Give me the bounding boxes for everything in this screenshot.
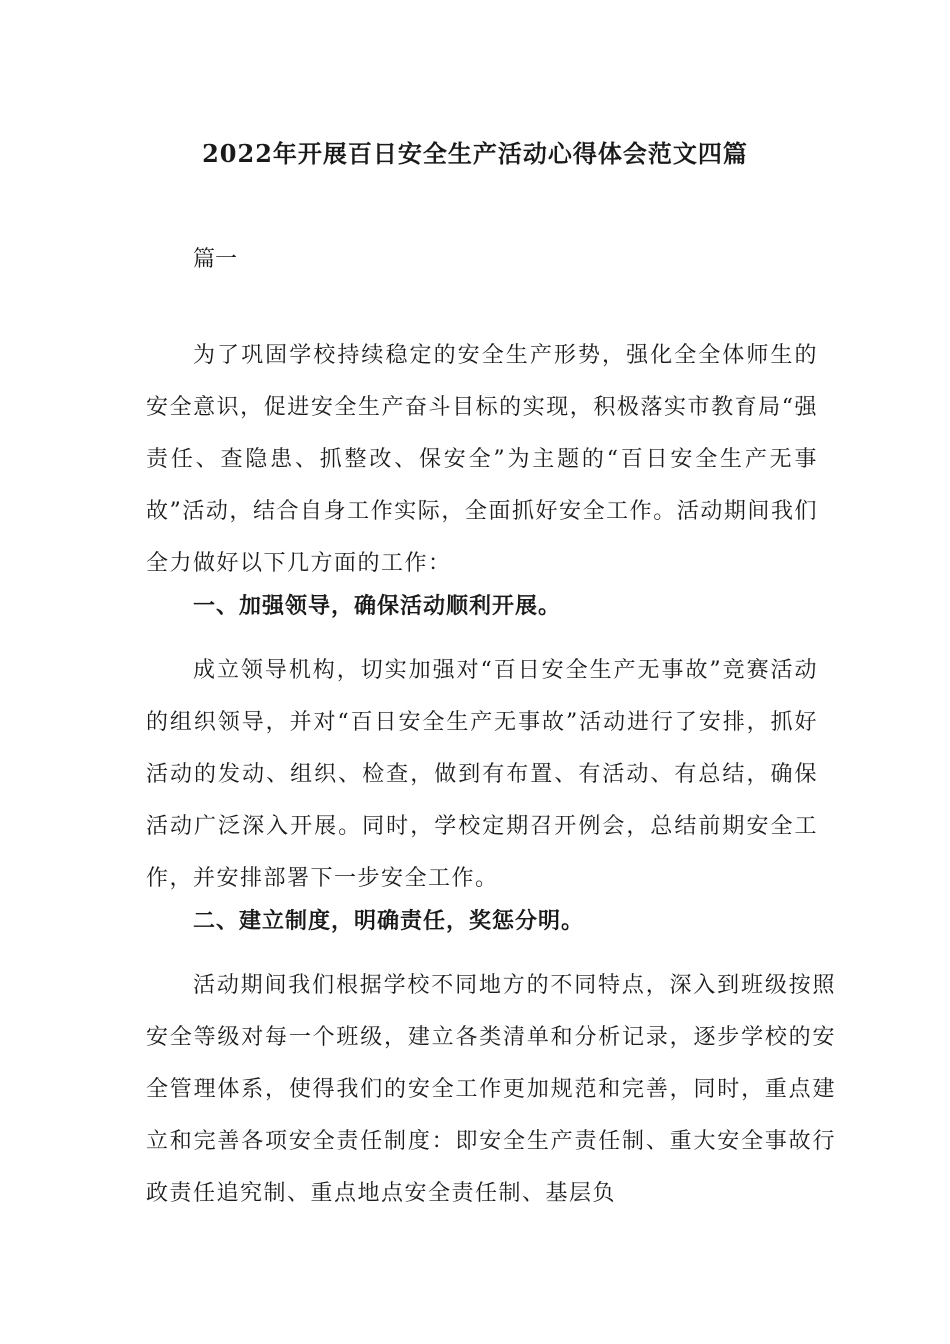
heading-system: 二、建立制度，明确责任，奖惩分明。 bbox=[193, 908, 585, 934]
paragraph-leadership: 成立领导机构，切实加强对“百日安全生产无事故”竞赛活动的组织领导，并对“百日安全生产无事故”活动进行了安排，抓好活动的发动、组织、检查，做到有布置、有活动、有总结，确保活动广泛深入开展。同时，学校定期召开例会，总结前期安全工作，并安排部署下一步安全工作。 bbox=[146, 658, 818, 891]
heading-leadership: 一、加强领导，确保活动顺利开展。 bbox=[193, 593, 562, 619]
paragraph-system: 活动期间我们根据学校不同地方的不同特点，深入到班级按照安全等级对每一个班级，建立各类清单和分析记录，逐步学校的安全管理体系，使得我们的安全工作更加规范和完善，同时，重点建立和完善各项安全责任制度：即安全生产责任制、重大安全事故行政责任追究制、重点地点安全责任制、基层负 bbox=[146, 973, 836, 1206]
document-title: 2022年开展百日安全生产活动心得体会范文四篇 bbox=[202, 139, 748, 168]
section-label: 篇一 bbox=[193, 247, 238, 272]
paragraph-intro: 为了巩固学校持续稳定的安全生产形势，强化全全体师生的安全意识，促进安全生产奋斗目标的实现，积极落实市教育局“强责任、查隐患、抓整改、保安全”为主题的“百日安全生产无事故”活动，结合自身工作实际，全面抓好安全工作。活动期间我们全力做好以下几方面的工作： bbox=[146, 343, 818, 576]
